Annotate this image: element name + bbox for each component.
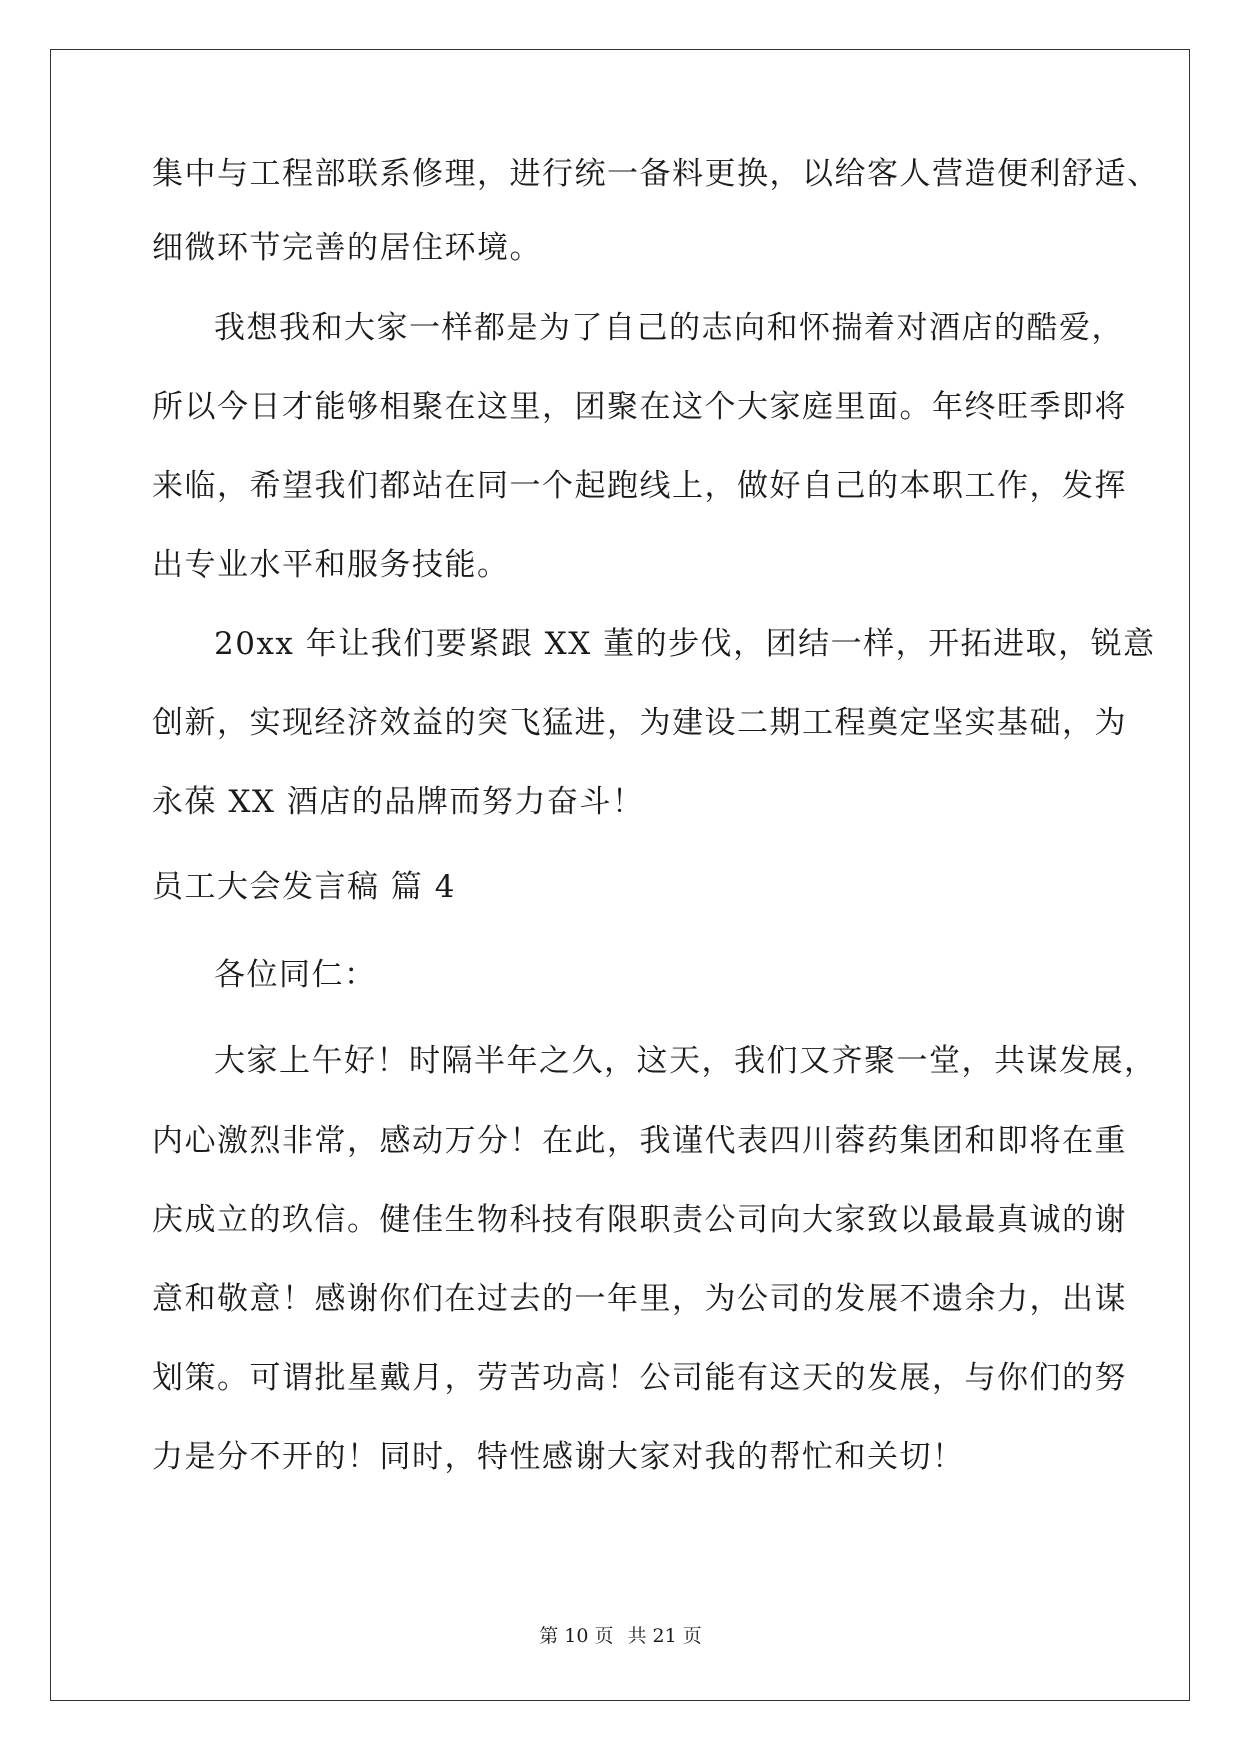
paragraph-line: 集中与工程部联系修理，进行统一备料更换，以给客人营造便利舒适、 bbox=[152, 156, 1160, 192]
paragraph-line: 意和敬意！感谢你们在过去的一年里，为公司的发展不遗余力，出谋 bbox=[152, 1281, 1127, 1317]
paragraph-line: 所以今日才能够相聚在这里，团聚在这个大家庭里面。年终旺季即将 bbox=[152, 389, 1127, 425]
paragraph-line: 创新，实现经济效益的突飞猛进，为建设二期工程奠定坚实基础，为 bbox=[152, 705, 1127, 741]
paragraph-line: 出专业水平和服务技能。 bbox=[152, 547, 510, 583]
paragraph-line: 内心激烈非常，感动万分！在此，我谨代表四川蓉药集团和即将在重 bbox=[152, 1123, 1127, 1159]
total-page-count: 共 21 页 bbox=[627, 1625, 702, 1647]
page-footer bbox=[0, 1624, 1241, 1648]
paragraph-line: 庆成立的玖信。健佳生物科技有限职责公司向大家致以最最真诚的谢 bbox=[152, 1202, 1127, 1238]
greeting: 各位同仁： bbox=[214, 957, 377, 993]
paragraph-line: 大家上午好！时隔半年之久，这天，我们又齐聚一堂，共谋发展， bbox=[214, 1043, 1157, 1079]
section-heading: 员工大会发言稿 篇 4 bbox=[152, 869, 456, 905]
paragraph-line: 永葆 XX 酒店的品牌而努力奋斗！ bbox=[152, 784, 645, 820]
current-page-number: 第 10 页 bbox=[539, 1625, 614, 1647]
paragraph-line: 20xx 年让我们要紧跟 XX 董的步伐，团结一样，开拓进取，锐意 bbox=[214, 626, 1156, 662]
paragraph-line: 力是分不开的！同时，特性感谢大家对我的帮忙和关切！ bbox=[152, 1439, 965, 1475]
paragraph-line: 我想我和大家一样都是为了自己的志向和怀揣着对酒店的酷爱， bbox=[214, 310, 1124, 346]
paragraph-line: 来临，希望我们都站在同一个起跑线上，做好自己的本职工作，发挥 bbox=[152, 468, 1127, 504]
paragraph-line: 细微环节完善的居住环境。 bbox=[152, 230, 542, 266]
paragraph-line: 划策。可谓批星戴月，劳苦功高！公司能有这天的发展，与你们的努 bbox=[152, 1360, 1127, 1396]
